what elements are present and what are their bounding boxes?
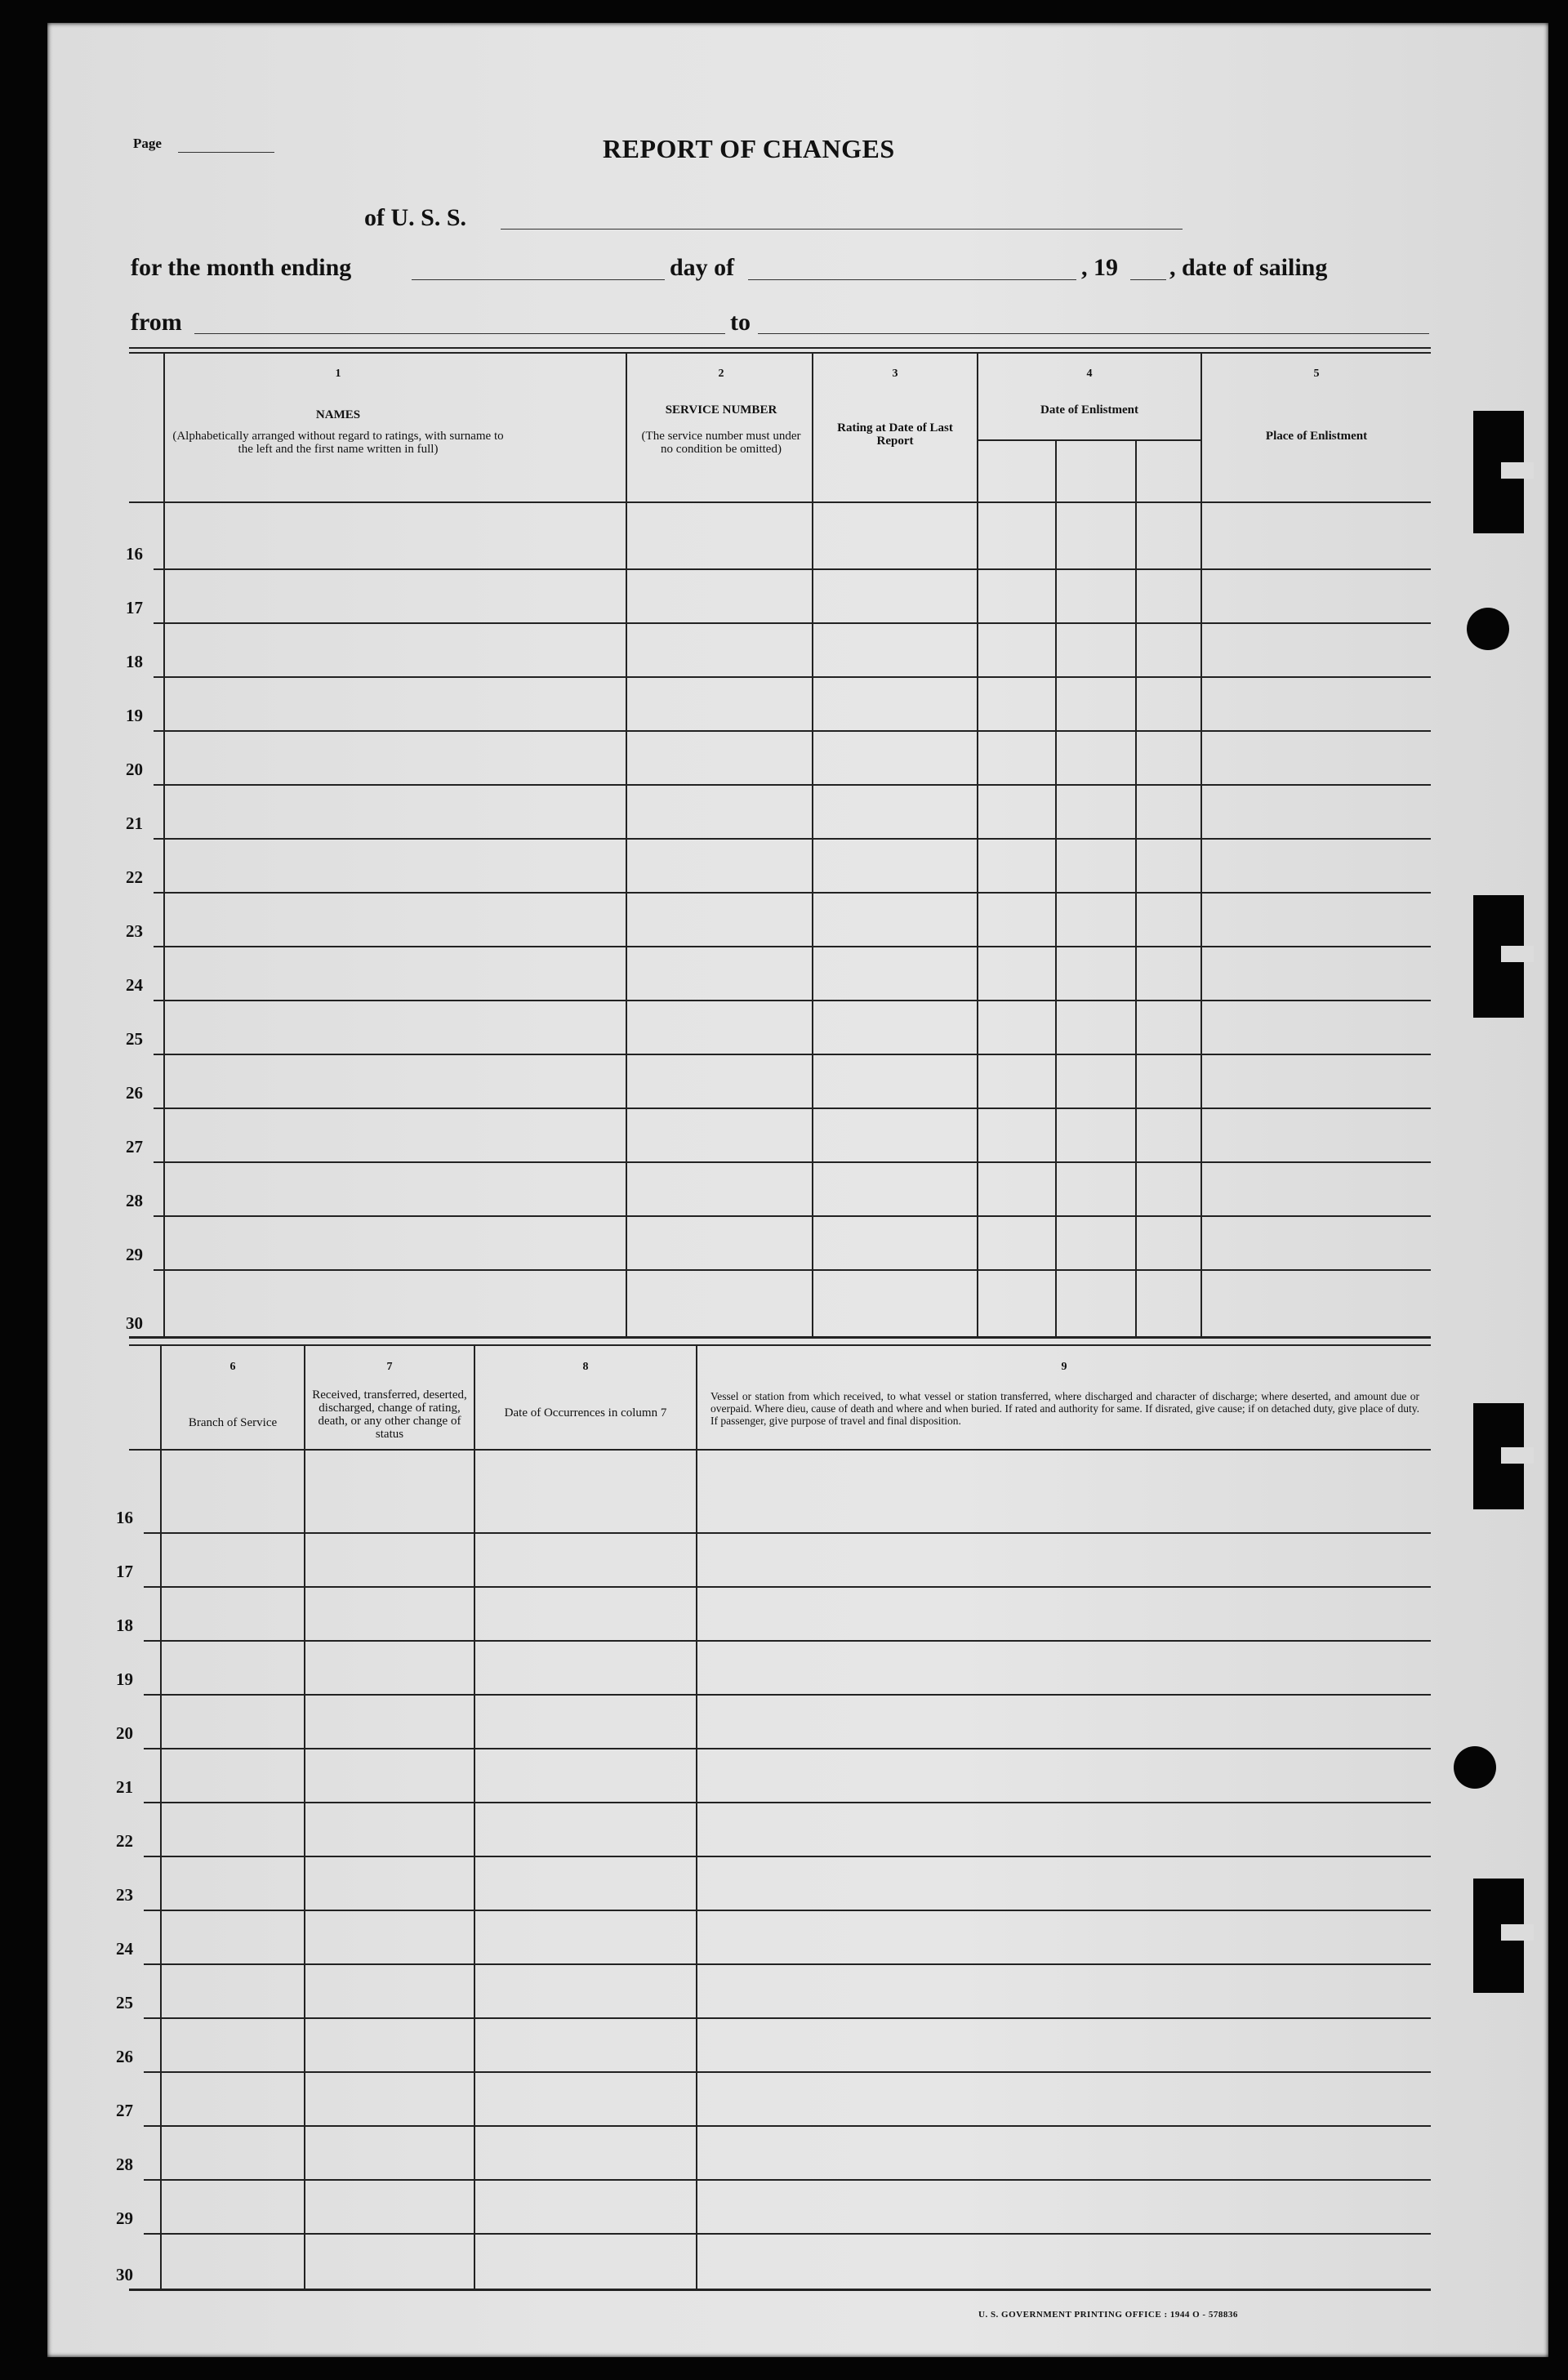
table-row[interactable]: [144, 1748, 1431, 1749]
enlistment-place-header: Place of Enlistment: [1265, 430, 1368, 443]
table-row[interactable]: [154, 568, 1431, 570]
top-row-number: 20: [126, 760, 143, 779]
bottom-row-number: 16: [116, 1508, 133, 1527]
top-row-number: 29: [126, 1245, 143, 1264]
table-row[interactable]: [144, 2125, 1431, 2127]
disposition-header: Vessel or station from which received, to what vessel or station transferred, where discharged and character of discharge; where deserted, and amount due or overpaid. Where dieu, cause of death and where and when buried. If rated and authority for same. If disrated, give cause; if on detached duty, give place of duty. If passenger, give purpose of travel and final disposition.: [710, 1390, 1419, 1427]
branch-header: Branch of Service: [188, 1416, 278, 1429]
bottom-row-number: 22: [116, 1831, 133, 1851]
table-row[interactable]: [154, 1215, 1431, 1217]
bottom-row-number: 26: [116, 2047, 133, 2066]
top-row-number: 18: [126, 652, 143, 671]
table-row[interactable]: [144, 2179, 1431, 2181]
rating-header: Rating at Date of Last Report: [837, 421, 953, 448]
table-row[interactable]: [154, 622, 1431, 624]
top-row-number: 21: [126, 813, 143, 833]
top-row-number: 22: [126, 867, 143, 887]
enlistment-date-header: Date of Enlistment: [1040, 403, 1138, 417]
service-number-header: SERVICE NUMBER: [665, 403, 777, 417]
top-row-number: 27: [126, 1137, 143, 1157]
col-9-number: 9: [1061, 1361, 1067, 1373]
top-row-number: 16: [126, 544, 143, 564]
names-header: NAMES: [315, 408, 361, 421]
binder-hole-bottom: [1454, 1746, 1496, 1789]
top-row-number: 23: [126, 921, 143, 941]
table-row[interactable]: [154, 784, 1431, 786]
table-row[interactable]: [144, 1694, 1431, 1696]
col-5-number: 5: [1313, 368, 1320, 380]
table-row[interactable]: [144, 1910, 1431, 1911]
table-row[interactable]: [154, 838, 1431, 840]
table-row[interactable]: [154, 1269, 1431, 1271]
table-row[interactable]: [154, 1108, 1431, 1109]
page-label: Page: [133, 136, 162, 151]
bottom-row-number: 30: [116, 2265, 133, 2284]
form-sheet: [47, 23, 1548, 2357]
status-change-header: Received, transferred, deserted, discharged, change of rating, death, or any other change of status: [312, 1388, 467, 1441]
table-row[interactable]: [144, 2071, 1431, 2073]
names-note: (Alphabetically arranged without regard to ratings, with surname to the left and the first name written in full): [172, 430, 504, 456]
bottom-row-number: 19: [116, 1669, 133, 1689]
bottom-row-number: 21: [116, 1777, 133, 1797]
from-label: from: [131, 309, 182, 336]
col-2-number: 2: [718, 368, 724, 380]
to-label: to: [730, 309, 751, 336]
col-1-number: 1: [335, 368, 341, 380]
col-8-number: 8: [582, 1361, 589, 1373]
to-field[interactable]: [758, 333, 1429, 334]
bottom-row-number: 29: [116, 2208, 133, 2228]
table-row[interactable]: [144, 1640, 1431, 1642]
bottom-row-number: 18: [116, 1616, 133, 1635]
table-row[interactable]: [154, 1161, 1431, 1163]
page-number-field[interactable]: [178, 152, 274, 153]
top-row-number: 19: [126, 706, 143, 725]
table-row[interactable]: [154, 676, 1431, 678]
table-row[interactable]: [154, 1000, 1431, 1001]
col-4-number: 4: [1086, 368, 1093, 380]
top-row-number: 24: [126, 975, 143, 995]
form-title: REPORT OF CHANGES: [603, 134, 895, 163]
top-row-number: 28: [126, 1191, 143, 1210]
bottom-row-number: 24: [116, 1939, 133, 1959]
ship-label: of U. S. S.: [364, 204, 467, 231]
col-6-number: 6: [229, 1361, 236, 1373]
day-of-label: day of: [670, 254, 735, 281]
table-row[interactable]: [144, 1532, 1431, 1534]
table-row[interactable]: [144, 1586, 1431, 1588]
month-ending-label: for the month ending: [131, 254, 352, 281]
service-number-note: (The service number must under no condition be omitted): [641, 430, 801, 456]
bottom-row-number: 25: [116, 1993, 133, 2012]
table-row[interactable]: [154, 730, 1431, 732]
month-ending-field[interactable]: [412, 279, 665, 280]
top-row-number: 30: [126, 1313, 143, 1333]
printer-imprint: U. S. GOVERNMENT PRINTING OFFICE : 1944 O - 578836: [978, 2310, 1238, 2320]
bottom-row-number: 27: [116, 2101, 133, 2120]
table-row[interactable]: [144, 1963, 1431, 1965]
day-of-field[interactable]: [748, 279, 1076, 280]
from-field[interactable]: [194, 333, 725, 334]
table-row[interactable]: [154, 946, 1431, 947]
bottom-row-number: 17: [116, 1562, 133, 1581]
table-row[interactable]: [144, 2233, 1431, 2235]
table-row[interactable]: [144, 1856, 1431, 1857]
ship-name-field[interactable]: [501, 229, 1183, 230]
table-row[interactable]: [154, 892, 1431, 894]
col-7-number: 7: [386, 1361, 393, 1373]
table-row[interactable]: [144, 1802, 1431, 1803]
table-row[interactable]: [144, 2017, 1431, 2019]
top-row-number: 26: [126, 1083, 143, 1103]
bottom-row-number: 23: [116, 1885, 133, 1905]
date-of-sailing-label: , date of sailing: [1169, 254, 1328, 281]
year-label: , 19: [1081, 254, 1118, 281]
bottom-row-number: 20: [116, 1723, 133, 1743]
binder-hole-top: [1467, 608, 1509, 650]
top-row-number: 17: [126, 598, 143, 617]
year-field[interactable]: [1130, 279, 1166, 280]
top-row-number: 25: [126, 1029, 143, 1049]
col-3-number: 3: [892, 368, 898, 380]
table-row[interactable]: [154, 1054, 1431, 1055]
occurrence-date-header: Date of Occurrences in column 7: [504, 1406, 667, 1420]
bottom-row-number: 28: [116, 2155, 133, 2174]
